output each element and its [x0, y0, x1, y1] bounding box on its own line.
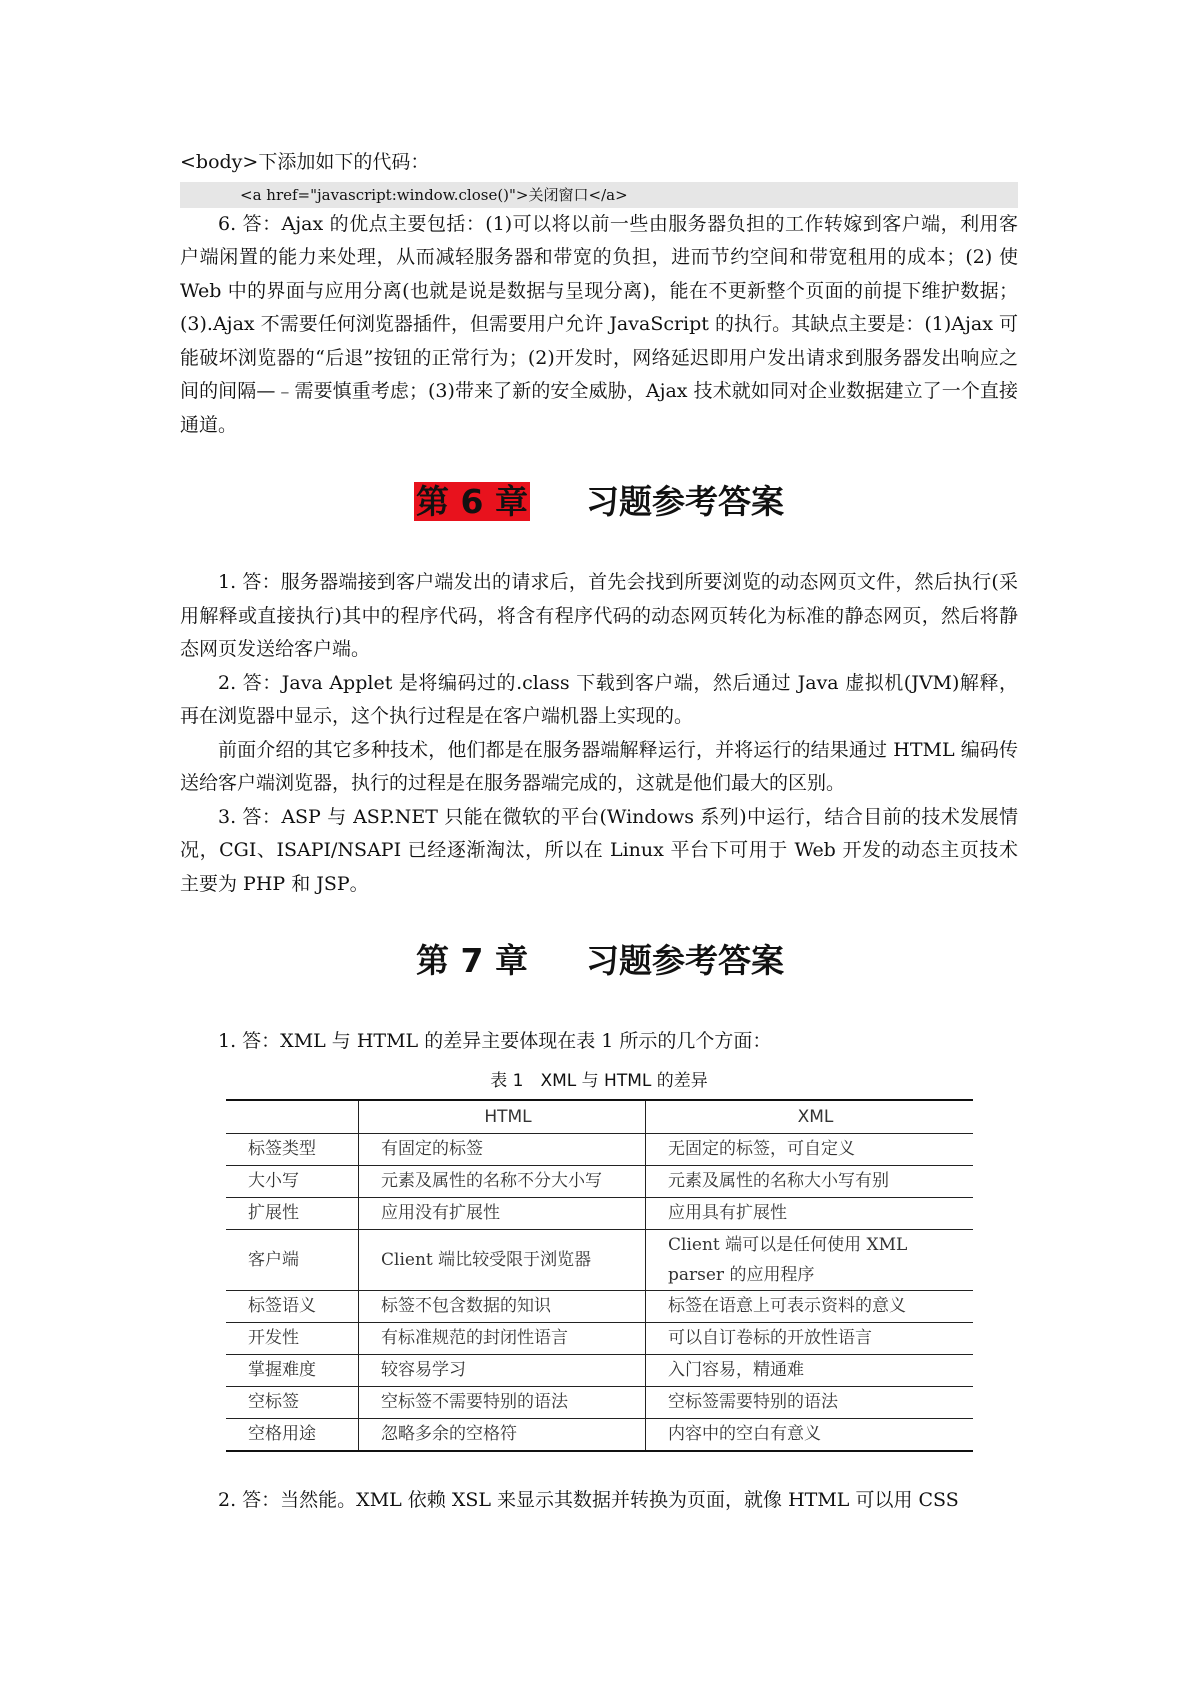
- ch6-answer-1: 1. 答：服务器端接到客户端发出的请求后，首先会找到所要浏览的动态网页文件，然后执行(采用解释或直接执行)其中的程序代码，将含有程序代码的动态网页转化为标准的静态网页，然后将静态网页发送给客户端。: [180, 571, 1018, 660]
- ch6-answer-2-continued: 前面介绍的其它多种技术，他们都是在服务器端解释运行，并将运行的结果通过 HTML 编码传送给客户端浏览器，执行的过程是在服务器端完成的，这就是他们最大的区别。: [180, 738, 1018, 794]
- page-content: [180, 146, 1018, 1517]
- table-row: [226, 1386, 973, 1418]
- table-cell: 开发性: [226, 1322, 359, 1354]
- table-cell: 较容易学习: [359, 1354, 646, 1386]
- table-row: [226, 1290, 973, 1322]
- table-cell: 标签类型: [226, 1133, 359, 1165]
- table-cell: 元素及属性的名称不分大小写: [359, 1165, 646, 1197]
- answer-6: 6. 答：Ajax 的优点主要包括：(1)可以将以前一些由服务器负担的工作转嫁到客户端，利用客户端闲置的能力来处理，从而减轻服务器和带宽的负担，进而节约空间和带宽租用的成本；(2) 使 Web 中的界面与应用分离(也就是说是数据与呈现分离)，能在不更新整个页面的前提下维护数据；(3).Ajax 不需要任何浏览器插件，但需要用户允许 JavaScript 的执行。其缺点主要是：(1)Ajax 可能破坏浏览器的“后退”按钮的正常行为；(2)开发时，网络延迟即用户发出请求到服务器发出响应之间的间隔—﹣需要慎重考虑；(3)带来了新的安全威胁，Ajax 技术就如同对企业数据建立了一个直接通道。: [180, 212, 1018, 436]
- ch7-answer-2: 2. 答：当然能。XML 依赖 XSL 来显示其数据并转换为页面，就像 HTML 可以用 CSS: [218, 1488, 959, 1511]
- table-cell: 应用没有扩展性: [359, 1197, 646, 1229]
- table-row: [226, 1418, 973, 1451]
- table-cell: 内容中的空白有意义: [646, 1418, 974, 1451]
- table-cell: 入门容易，精通难: [646, 1354, 974, 1386]
- table-row: [226, 1322, 973, 1354]
- intro-line: <body>下添加如下的代码：: [180, 151, 430, 173]
- table-cell: 空标签不需要特别的语法: [359, 1386, 646, 1418]
- chapter-6-heading: [180, 480, 1018, 524]
- table-row: [226, 1197, 973, 1229]
- table-cell: 空标签: [226, 1386, 359, 1418]
- table-cell: 忽略多余的空格符: [359, 1418, 646, 1451]
- chapter-6-title: 习题参考答案: [585, 482, 784, 521]
- table-cell: Client 端可以是任何使用 XML parser 的应用程序: [646, 1229, 974, 1290]
- ch6-answer-3: 3. 答：ASP 与 ASP.NET 只能在微软的平台(Windows 系列)中运行，结合目前的技术发展情况，CGI、ISAPI/NSAPI 已经逐渐淘汰，所以在 Linux 平台下可用于 Web 开发的动态主页技术主要为 PHP 和 JSP。: [180, 805, 1018, 895]
- table-header-cell: HTML: [359, 1100, 646, 1134]
- table-cell: 有标准规范的封闭性语言: [359, 1322, 646, 1354]
- table-header-cell: XML: [646, 1100, 974, 1134]
- table-row: [226, 1133, 973, 1165]
- table-cell: 客户端: [226, 1229, 359, 1290]
- table-cell: 标签语义: [226, 1290, 359, 1322]
- table-cell: 无固定的标签，可自定义: [646, 1133, 974, 1165]
- table-row: [226, 1229, 973, 1290]
- table-cell: 元素及属性的名称大小写有别: [646, 1165, 974, 1197]
- table-header-row: [226, 1100, 973, 1134]
- table-header-cell: [226, 1100, 359, 1134]
- table-cell: 可以自订卷标的开放性语言: [646, 1322, 974, 1354]
- table-cell: 有固定的标签: [359, 1133, 646, 1165]
- comparison-table: [226, 1099, 973, 1452]
- code-snippet: <a href="javascript:window.close()">关闭窗口</a>: [180, 182, 1018, 208]
- table-cell: 标签在语意上可表示资料的意义: [646, 1290, 974, 1322]
- chapter-7-number: 第 7 章: [416, 941, 528, 980]
- table-row: [226, 1354, 973, 1386]
- chapter-6-number: 第 6 章: [416, 482, 528, 521]
- table-cell: 标签不包含数据的知识: [359, 1290, 646, 1322]
- table-cell: 空标签需要特别的语法: [646, 1386, 974, 1418]
- table-cell: 掌握难度: [226, 1354, 359, 1386]
- chapter-7-title: 习题参考答案: [585, 941, 784, 980]
- table-cell: 空格用途: [226, 1418, 359, 1451]
- table-caption: 表 1 XML 与 HTML 的差异: [490, 1070, 708, 1091]
- table-row: [226, 1165, 973, 1197]
- table-cell: 大小写: [226, 1165, 359, 1197]
- ch6-answer-2: 2. 答：Java Applet 是将编码过的.class 下载到客户端，然后通过 Java 虚拟机(JVM)解释，再在浏览器中显示，这个执行过程是在客户端机器上实现的。: [180, 671, 1018, 727]
- chapter-7-heading: [180, 939, 1018, 983]
- table-cell: 应用具有扩展性: [646, 1197, 974, 1229]
- ch7-answer-1: 1. 答：XML 与 HTML 的差异主要体现在表 1 所示的几个方面：: [218, 1030, 772, 1052]
- table-cell: 扩展性: [226, 1197, 359, 1229]
- table-cell: Client 端比较受限于浏览器: [359, 1229, 646, 1290]
